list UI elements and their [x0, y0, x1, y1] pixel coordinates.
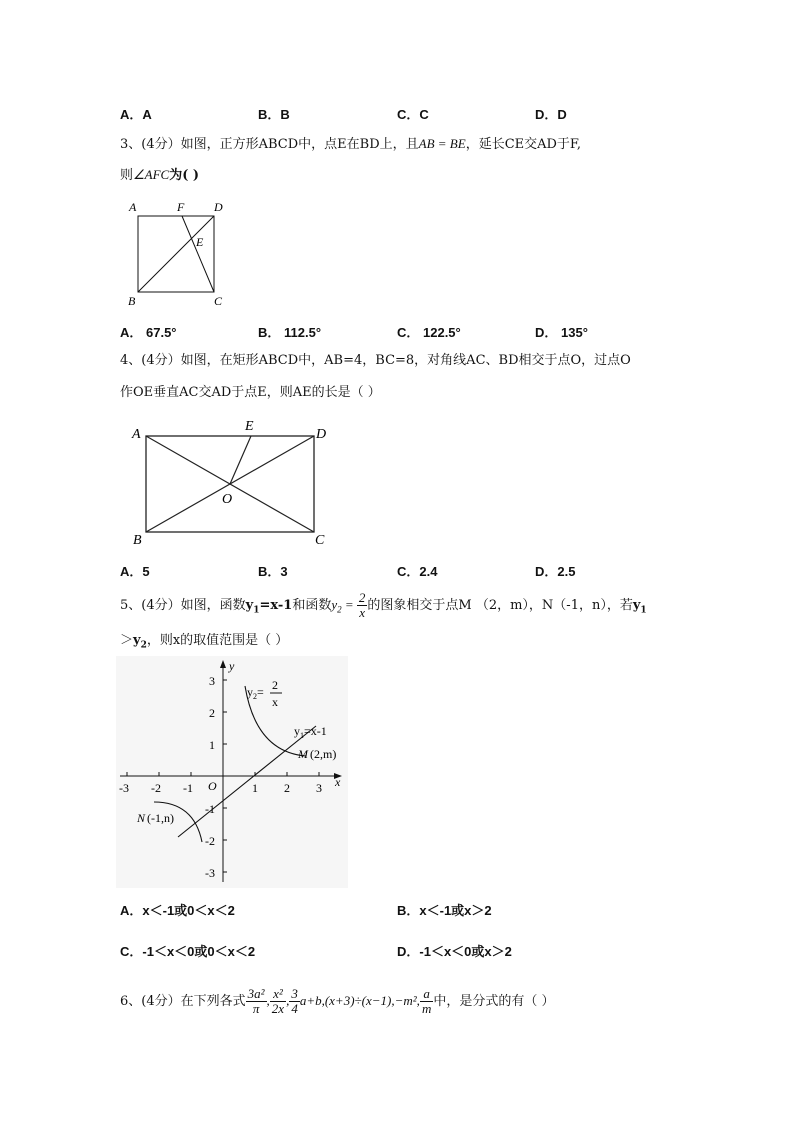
diagonal-bd	[138, 216, 214, 292]
q6-fraction-4: $\frac{a}{m}$	[421, 986, 432, 1016]
q5-stem-line1: 5、(4分）如图，函数$y_1=x-1$和函数$y_2$ = $\frac{2}{x}$ 的图象相交于点M （2，m），N（-1，n），若$y_1$	[120, 590, 647, 620]
q5-option-b: B．x＜-1或x＞2	[397, 903, 492, 918]
q2-option-b: B．B	[258, 107, 290, 122]
q4-option-c: C．2.4	[397, 564, 438, 579]
q2-option-d: D．D	[535, 107, 567, 122]
y-tick-label: 1	[209, 738, 215, 752]
label-b: B	[128, 294, 136, 308]
y2-fraction-den: x	[272, 695, 278, 709]
label-e: E	[245, 419, 254, 434]
q4-stem-line2: 作OE垂直AC交AD于点E，则AE的长是（ ）	[120, 385, 381, 400]
origin-label: O	[208, 779, 217, 793]
y2-fraction-num: 2	[272, 678, 278, 692]
q2-option-a: A．A	[120, 107, 152, 122]
q4-option-b: B．3	[258, 564, 288, 579]
y-tick-label: -1	[205, 802, 215, 816]
label-e: E	[196, 235, 204, 249]
line-cf	[182, 216, 214, 292]
label-o: O	[222, 492, 233, 507]
x-tick-label: -1	[183, 781, 193, 795]
q2-option-c: C．C	[397, 107, 429, 122]
y-tick-label: 3	[209, 674, 215, 688]
x-tick-label: -2	[151, 781, 161, 795]
label-b: B	[133, 533, 142, 548]
y-tick-label: -2	[205, 834, 215, 848]
q4-rectangle-figure	[128, 414, 338, 550]
q4-option-a: A．5	[120, 564, 150, 579]
point-m-coord: (2,m)	[310, 747, 337, 761]
label-d: D	[316, 427, 327, 442]
label-d: D	[214, 200, 223, 214]
q3-square-figure	[125, 198, 235, 310]
q5-stem-line2: $>y_2$，则x的取值范围是（ ）	[120, 633, 289, 651]
label-a: A	[132, 427, 141, 442]
label-c: C	[214, 294, 223, 308]
label-f: F	[177, 200, 185, 214]
q3-stem-line2: 则∠AFC为( )	[120, 167, 200, 183]
x-tick-label: 2	[284, 781, 290, 795]
q6-fraction-2: $\frac{\text{x²}}{2x}$	[271, 986, 285, 1016]
x-tick-label: 3	[316, 781, 322, 795]
x-axis-label: x	[335, 775, 341, 789]
q6-fraction-3: $\frac{3}{4}$	[291, 986, 298, 1016]
point-n-label: N	[137, 811, 146, 825]
q3-stem-line1: 3、(4分）如图，正方形ABCD中，点E在BD上，且AB = BE，延长CE交AD于F,	[120, 136, 582, 152]
q3-option-a: A． 67.5°	[120, 325, 177, 340]
q3-option-b: B． 112.5°	[258, 325, 322, 340]
q5-option-a: A．x＜-1或0＜x＜2	[120, 903, 235, 918]
q4-stem-line1: 4、(4分）如图，在矩形ABCD中，AB=4，BC=8，对角线AC、BD相交于点O，过点O	[120, 353, 631, 368]
q4-option-d: D．2.5	[535, 564, 576, 579]
label-c: C	[315, 533, 325, 548]
y1-label: $y_1=x-1$	[294, 724, 327, 740]
segment-oe	[230, 436, 251, 484]
q5-option-d: D．-1＜x＜0或x＞2	[397, 944, 512, 959]
y-axis-label: y	[229, 659, 235, 673]
q6-stem: 6、(4分）在下列各式 $\frac{\text{3a²}}{\pi}$ , $\frac{\text{x²}}{2x}$ , $\frac{3}{4}$ a+b,(x+3)÷(x−1),−m², $\frac{a}{m}$ 中，是分式的有（ ）	[120, 986, 555, 1016]
q6-fraction-1: $\frac{\text{3a²}}{\pi}$	[247, 986, 265, 1016]
y2-label: $y_2=$	[247, 685, 264, 701]
point-n-coord: (-1,n)	[147, 811, 174, 825]
q5-option-c: C．-1＜x＜0或0＜x＜2	[120, 944, 256, 959]
label-a: A	[129, 200, 137, 214]
q5-fraction: $\frac{2}{x}$	[358, 590, 366, 620]
q5-function-graph	[116, 656, 348, 888]
y-tick-label: 2	[209, 706, 215, 720]
y-tick-label: -3	[205, 866, 215, 880]
x-tick-label: -3	[119, 781, 129, 795]
x-tick-label: 1	[252, 781, 258, 795]
q3-option-c: C． 122.5°	[397, 325, 461, 340]
graph-background	[116, 656, 348, 888]
point-m-label: M	[298, 747, 308, 761]
q3-option-d: D． 135°	[535, 325, 588, 340]
